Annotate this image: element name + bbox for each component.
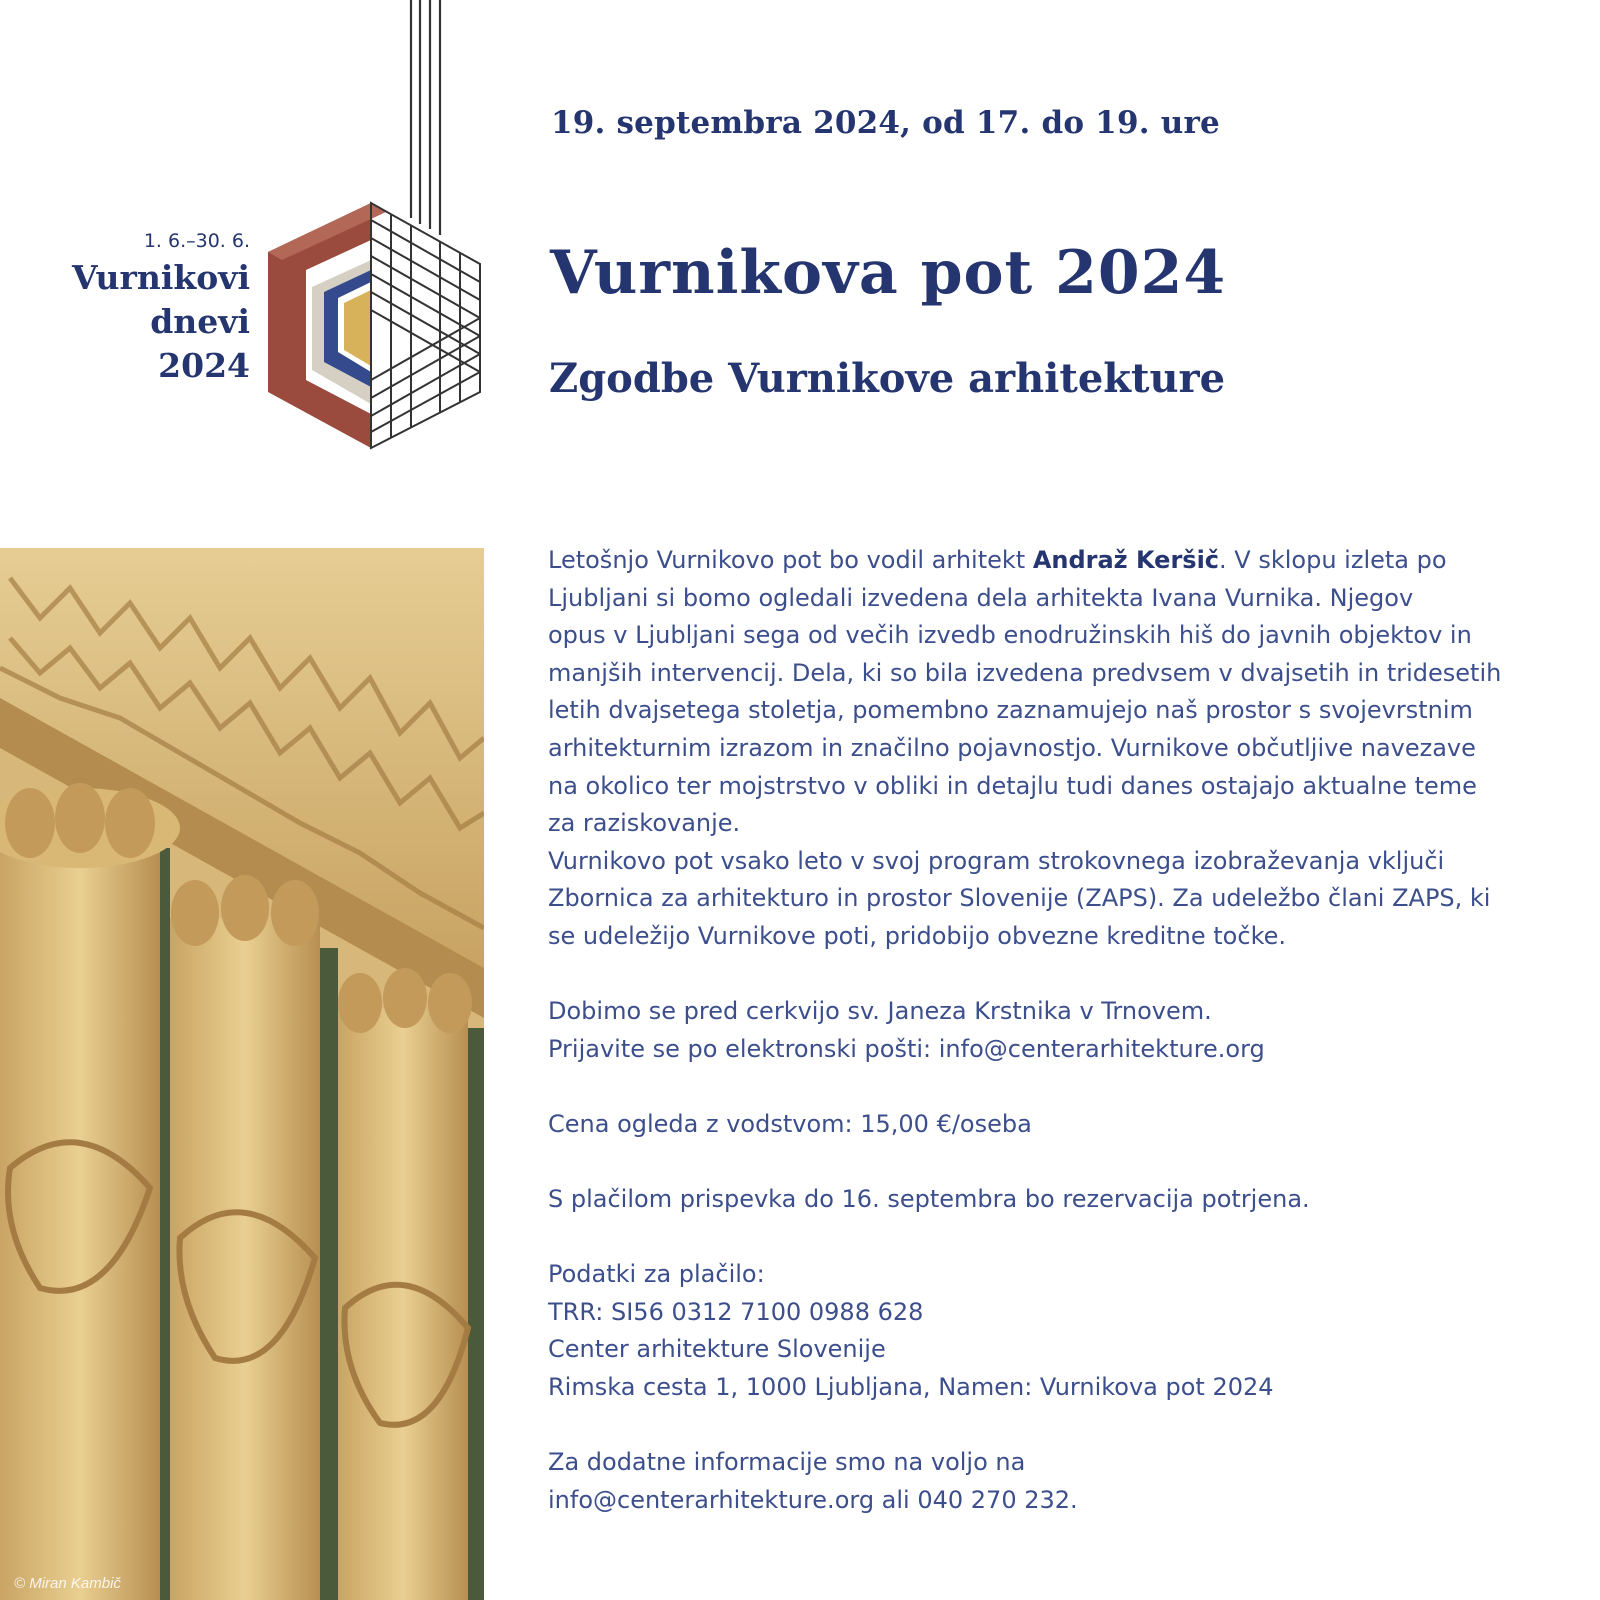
intro-line: Zbornica za arhitekturo in prostor Slovenije (ZAPS). Za udeležbo člani ZAPS, ki <box>548 884 1491 913</box>
page-title: Vurnikova pot 2024 <box>550 238 1227 308</box>
intro-line: Vurnikovo pot vsako leto v svoj program strokovnega izobraževanja vključi <box>548 846 1445 875</box>
event-date: 19. septembra 2024, od 17. do 19. ure <box>551 105 1220 141</box>
logo-title <box>40 256 250 388</box>
intro-text-end: . V sklopu izleta po <box>1219 546 1447 574</box>
confirmation-info: S plačilom prispevka do 16. septembra bo rezervacija potrjena. <box>548 1185 1310 1214</box>
guide-name: Andraž Keršič <box>1032 546 1220 574</box>
payment-line: TRR: SI56 0312 7100 0988 628 <box>548 1297 924 1326</box>
logo-line-2: dnevi <box>150 302 250 341</box>
columns-illustration <box>0 548 484 1600</box>
intro-line: manjših intervencij. Dela, ki so bila izvedena predvsem v dvajsetih in tridesetih <box>548 658 1502 687</box>
logo-dates: 1. 6.–30. 6. <box>143 230 250 252</box>
intro-line: na okolico ter mojstrstvo v obliki in detajlu tudi danes ostajajo aktualne teme <box>548 771 1477 800</box>
intro-line: za raziskovanje. <box>548 809 741 838</box>
intro-line: letih dvajsetega stoletja, pomembno zaznamujejo naš prostor s svojevrstnim <box>548 696 1473 725</box>
intro-text: Letošnjo Vurnikovo pot bo vodil arhitekt <box>548 546 1033 574</box>
event-description <box>548 542 1558 1519</box>
payment-line: Rimska cesta 1, 1000 Ljubljana, Namen: Vurnikova pot 2024 <box>548 1373 1274 1402</box>
contact-line: Za dodatne informacije smo na voljo na <box>548 1448 1026 1477</box>
event-logo-text <box>40 230 250 388</box>
intro-line: opus v Ljubljani sega od večih izvedb enodružinskih hiš do javnih objektov in <box>548 621 1472 650</box>
page-subtitle: Zgodbe Vurnikove arhitekture <box>549 355 1226 402</box>
price-info: Cena ogleda z vodstvom: 15,00 €/oseba <box>548 1109 1032 1138</box>
intro-line: se udeležijo Vurnikove poti, pridobijo obvezne kreditne točke. <box>548 921 1286 950</box>
registration-info: Prijavite se po elektronski pošti: info@centerarhitekture.org <box>548 1034 1265 1063</box>
architecture-photo <box>0 548 484 1600</box>
payment-line: Center arhitekture Slovenije <box>548 1335 886 1364</box>
intro-line: arhitekturnim izrazom in značilno pojavnostjo. Vurnikove občutljive navezave <box>548 733 1476 762</box>
photo-credit: © Miran Kambič <box>14 1575 121 1592</box>
logo-line-1: Vurnikovi <box>72 258 250 297</box>
intro-line: Ljubljani si bomo ogledali izvedena dela arhitekta Ivana Vurnika. Njegov <box>548 583 1414 612</box>
contact-line: info@centerarhitekture.org ali 040 270 232. <box>548 1485 1078 1514</box>
cube-logo-icon <box>268 0 490 450</box>
meeting-place: Dobimo se pred cerkvijo sv. Janeza Krstnika v Trnovem. <box>548 997 1212 1026</box>
intro-first-line <box>548 542 1558 580</box>
payment-heading: Podatki za plačilo: <box>548 1260 765 1289</box>
logo-line-3: 2024 <box>158 346 250 385</box>
